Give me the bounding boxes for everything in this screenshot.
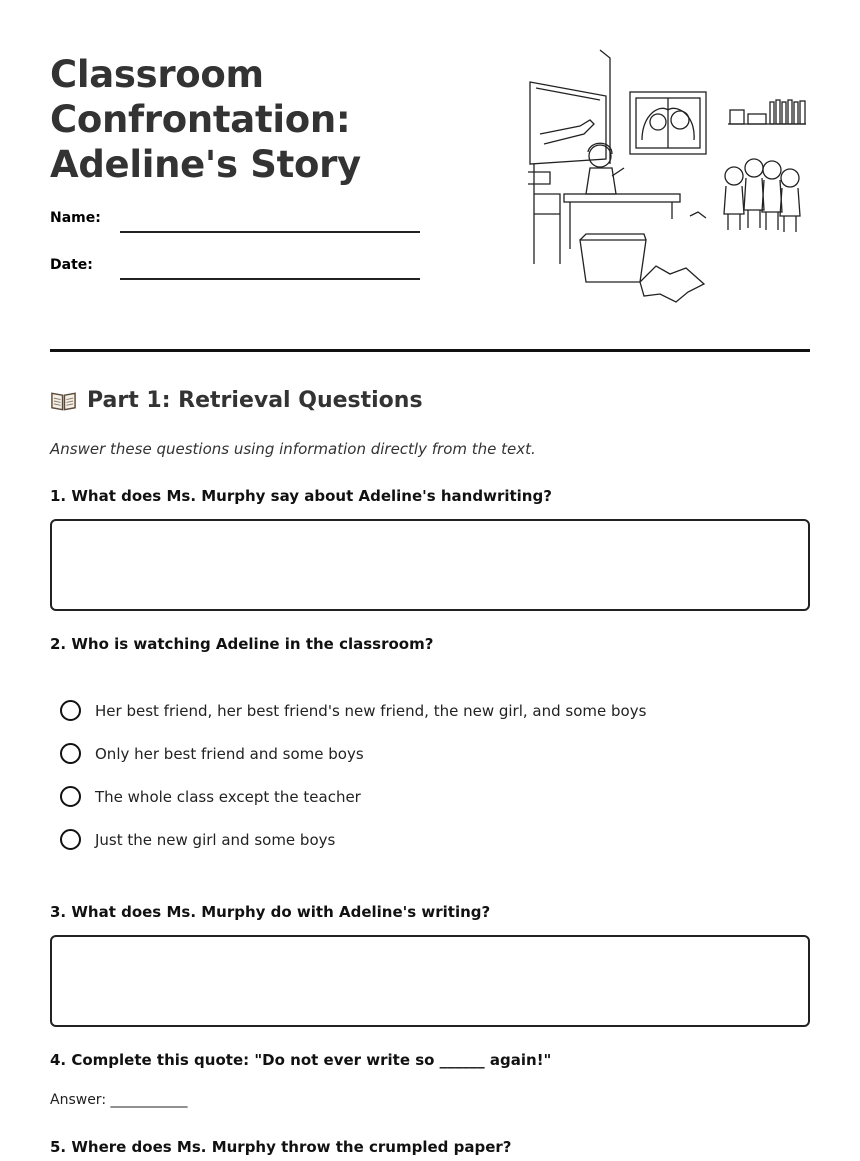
kids-group (724, 159, 800, 232)
option-label: Her best friend, her best friend's new friend, the new girl, and some boys (95, 701, 647, 720)
wastebasket (580, 240, 646, 282)
section-divider (50, 349, 810, 352)
option-label: The whole class except the teacher (95, 787, 361, 806)
radio-button[interactable] (60, 786, 81, 807)
question-2: 2. Who is watching Adeline in the classroom? (50, 635, 434, 653)
answer-box-3[interactable] (50, 935, 810, 1027)
classroom-illustration (520, 44, 820, 308)
date-label: Date: (50, 257, 93, 273)
q2-option-2[interactable] (60, 743, 364, 764)
q2-option-3[interactable] (60, 786, 361, 807)
date-field[interactable] (120, 278, 420, 280)
question-1: 1. What does Ms. Murphy say about Adeline's handwriting? (50, 487, 552, 505)
worksheet-title: Classroom Confrontation: Adeline's Story (50, 53, 361, 186)
teacher-arm (540, 120, 594, 144)
answer-4[interactable]: Answer: ___________ (50, 1092, 188, 1108)
radio-button[interactable] (60, 700, 81, 721)
q2-option-1[interactable] (60, 700, 646, 721)
option-label: Only her best friend and some boys (95, 744, 364, 763)
radio-button[interactable] (60, 743, 81, 764)
option-label: Just the new girl and some boys (95, 830, 336, 849)
q2-option-4[interactable] (60, 829, 335, 850)
desk (564, 194, 680, 202)
crumpled-paper (640, 266, 704, 302)
radio-button[interactable] (60, 829, 81, 850)
part1-heading-text: Part 1: Retrieval Questions (87, 388, 423, 413)
question-5: 5. Where does Ms. Murphy throw the crumpled paper? (50, 1138, 512, 1156)
name-label: Name: (50, 210, 101, 226)
part1-heading (50, 388, 423, 413)
question-4: 4. Complete this quote: "Do not ever write so ______ again!" (50, 1051, 552, 1069)
answer-box-1[interactable] (50, 519, 810, 611)
chair (534, 164, 560, 264)
instructions: Answer these questions using information directly from the text. (50, 440, 536, 458)
question-3: 3. What does Ms. Murphy do with Adeline's writing? (50, 903, 491, 921)
open-book-icon (50, 390, 77, 412)
girl-figure (589, 145, 611, 167)
name-field[interactable] (120, 231, 420, 233)
